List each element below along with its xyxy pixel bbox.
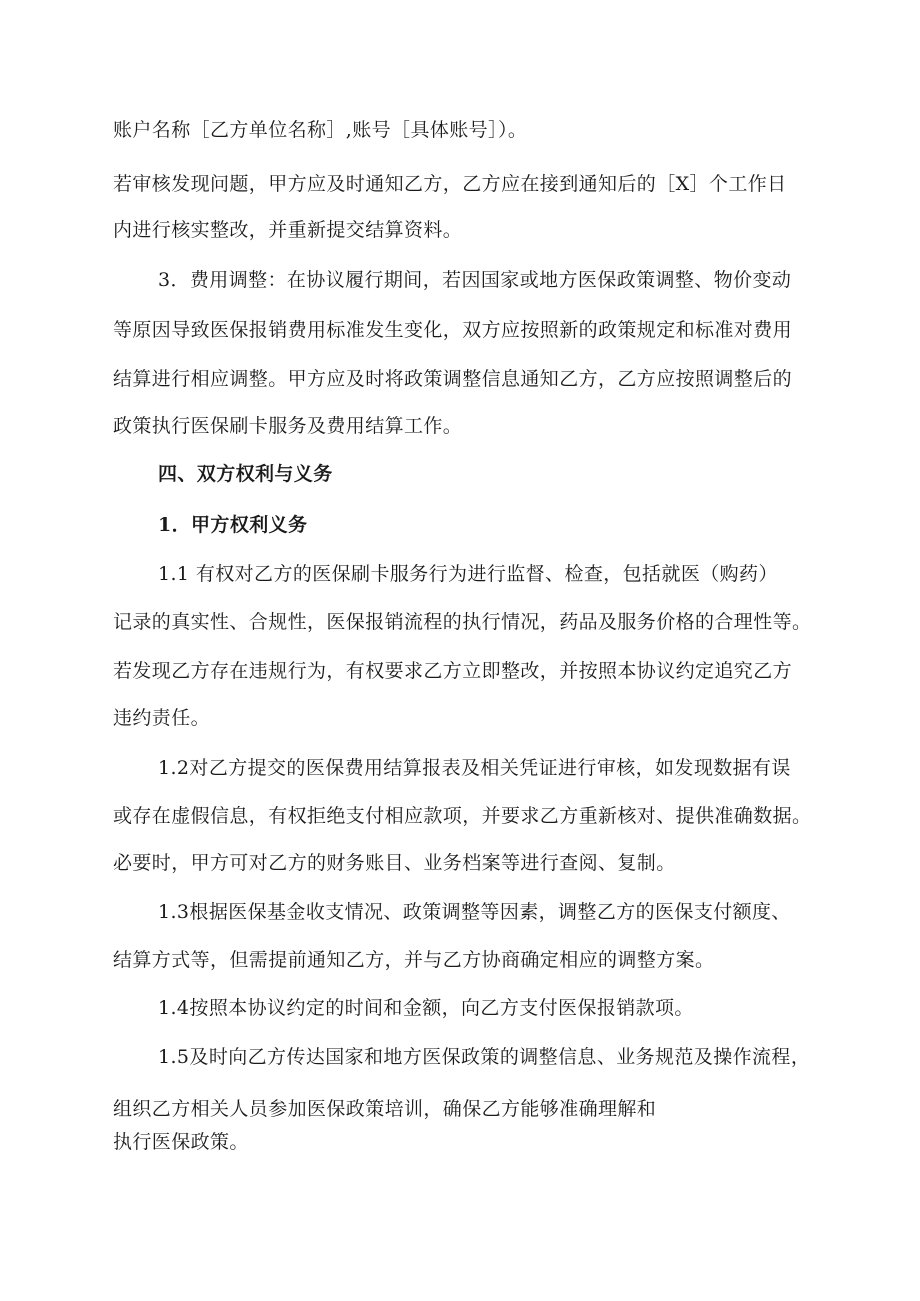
text-line: 1.5及时向乙方传达国家和地方医保政策的调整信息、业务规范及操作流程， xyxy=(158,1046,811,1068)
section-heading: 四、双方权利与义务 xyxy=(158,463,333,485)
text-line: 结算方式等，但需提前通知乙方，并与乙方协商确定相应的调整方案。 xyxy=(113,949,715,971)
subsection-heading: 1．甲方权利义务 xyxy=(158,514,308,536)
text-line: 等原因导致医保报销费用标准发生变化，双方应按照新的政策规定和标准对费用 xyxy=(113,319,793,341)
text-line: 账户名称［乙方单位名称］,账号［具体账号］）。 xyxy=(113,119,528,141)
text-line: 若审核发现问题，甲方应及时通知乙方，乙方应在接到通知后的［X］个工作日 xyxy=(113,173,787,195)
text-line: 1.4按照本协议约定的时间和金额，向乙方支付医保报销款项。 xyxy=(158,997,694,1019)
text-line: 组织乙方相关人员参加医保政策培训，确保乙方能够准确理解和 xyxy=(113,1098,657,1120)
text-line: 3．费用调整：在协议履行期间，若因国家或地方医保政策调整、物价变动 xyxy=(158,269,792,291)
text-line: 1.3根据医保基金收支情况、政策调整等因素，调整乙方的医保支付额度、 xyxy=(158,901,791,923)
text-line: 违约责任。 xyxy=(113,707,211,729)
text-line: 执行医保政策。 xyxy=(113,1131,249,1153)
text-line: 内进行核实整改，并重新提交结算资料。 xyxy=(113,219,463,241)
text-line: 记录的真实性、合规性，医保报销流程的执行情况，药品及服务价格的合理性等。 xyxy=(113,611,812,633)
text-line: 必要时，甲方可对乙方的财务账目、业务档案等进行查阅、复制。 xyxy=(113,852,676,874)
text-line: 或存在虚假信息，有权拒绝支付相应款项，并要求乙方重新核对、提供准确数据。 xyxy=(113,805,812,827)
text-line: 结算进行相应调整。甲方应及时将政策调整信息通知乙方，乙方应按照调整后的 xyxy=(113,368,793,390)
text-line: 若发现乙方存在违规行为，有权要求乙方立即整改，并按照本协议约定追究乙方 xyxy=(113,660,793,682)
text-line: 政策执行医保刷卡服务及费用结算工作。 xyxy=(113,415,463,437)
text-line: 1.2对乙方提交的医保费用结算报表及相关凭证进行审核，如发现数据有误 xyxy=(158,757,791,779)
text-line: 1.1 有权对乙方的医保刷卡服务行为进行监督、检查，包括就医（购药） xyxy=(158,563,778,585)
